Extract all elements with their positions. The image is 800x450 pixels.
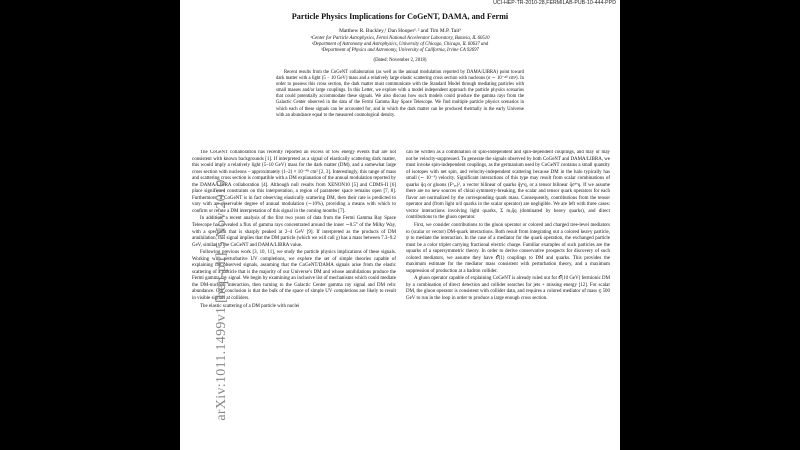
body-paragraph: A gluon operator capable of explaining CoGeNT is already ruled out for 𝒪(10 GeV) fermionic DM by a combination of direct detection and collider searches for jets + missing energy [12]. For scalar DM, the gluon operator is consistent with collider data, and requires a colored mediator of mass ≲ 500 GeV to run in the loop in order to produce a large enough cross section. bbox=[406, 276, 610, 302]
body-paragraph: The CoGeNT collaboration has recently reported an excess of low energy events that are not consistent with known backgrounds [1]. If interpreted as a signal of elastically scattering dark matter, this would imply a relatively light (5–10 GeV) mass for the dark matter (DM), and a somewhat large cross section with nucleons – approximately (1–2) × 10⁻⁴⁰ cm² [2, 3]. Interestingly, this range of mass and scattering cross section is compatible with a DM explanation of the annual modulation reported by the DAMA/LIBRA collaboration [4]. Although null results from XENON10 [5] and CDMS-II [6] place significant constraints on this interpretation, a region of parameter space remains open [7, 8]. Furthermore, if CoGeNT is in fact observing elastically scattering DM, then their rate is predicted to vary with an observable degree of annual modulation (∼10%), providing a means with which to confirm or refute a DM interpretation of this signal in the coming months [7]. bbox=[192, 150, 396, 214]
date-line: (Dated: November 2, 2018) bbox=[373, 58, 427, 63]
body-paragraph: The elastic scattering of a DM particle with nuclei bbox=[200, 303, 300, 309]
body-paragraph: can be written as a combination of spin-independent and spin-dependent couplings, and may or may not be velocity-suppressed. To generate the signals observed by both CoGeNT and DAMA/LIBRA, we must invoke spin-independent couplings, as the germanium used by CoGeNT contains a small quantity of isotopes with net spin, and velocity-independent scattering because DM in the halo typically has small (∼ 10⁻³) velocity. Significant interactions of this type may result from scalar combinations of quarks q̄q or gluons (Fᵃᵤᵥ)², a vector bilinear of quarks q̄γᵘq, or a tensor bilinear q̄σᵘᵛq. If we assume there are no new sources of chiral symmetry-breaking, the scalar and tensor quark operators for each flavor are normalized by the corresponding quark mass. Consequently, contributions from the tensor operator and (from light u/d quarks in the scalar operator) are negligible. We are left with three cases: vector interactions involving light quarks, Σ mₐq̄q (dominated by heavy quarks), and direct contributions to the gluon operator. bbox=[406, 150, 610, 221]
paper-title: Particle Physics Implications for CoGeNT, DAMA, and Fermi bbox=[291, 12, 509, 21]
paper-page bbox=[180, 0, 620, 450]
body-paragraph: In addition, a recent analysis of the first two years of data from the Fermi Gamma Ray Space Telescope has revealed a flux of gamma rays concentrated around the inner ∼0.5° of the Milky Way, with a spectrum that is sharply peaked at 2–4 GeV [9]. If interpreted as the products of DM annihilation, this signal implies that the DM particle (which we will call χ) has a mass between 7.3–9.2 GeV, similar to the CoGeNT and DAMA/LIBRA value. bbox=[192, 216, 396, 248]
arxiv-stamp: arXiv:1011.1499v1 [hep-ph] 5 Nov 2010 bbox=[214, 179, 229, 421]
right-column bbox=[406, 150, 610, 450]
body-paragraph: Following previous work [3, 10, 11], we study the particle physics implications of these signals. Working with perturbative UV completions, we explore the set of simple theories capable of explaining the observed signals, assuming that the CoGeNT/DAMA signals arise from the elastic scattering of a particle that is the majority of our Universe’s DM and whose annihilations produce the Fermi gamma ray signal. We begin by examining an inclusive list of mechanisms which could mediate the DM-nucleon interaction, then turning to the Galactic Center gamma ray signal and DM relic abundance. Our conclusion is that the bulk of the space of simple UV completions are likely to result in visible signals at colliders. bbox=[192, 250, 396, 302]
affiliation-line: ³Department of Physics and Astronomy, University of California, Irvine CA 92697 bbox=[321, 48, 479, 54]
affiliations bbox=[180, 36, 620, 55]
abstract: Recent results from the CoGeNT collaboration (as well as the annual modulation reported by DAMA/LIBRA) point toward dark matter with a light (5 − 10 GeV) mass and a relatively large elastic scattering cross section with nucleons (σ ∼ 10⁻⁴⁰ cm²). In order to possess this cross section, the dark matter must communicate with the Standard Model through mediating particles with small masses and/or large couplings. In this Letter, we explore with a model independent approach the particle physics scenarios that could potentially accommodate these signals. We also discuss how such models could produce the gamma rays from the Galactic Center observed in the data of the Fermi Gamma Ray Space Telescope. We find multiple particle physics scenarios in which each of these signals can be accounted for, and in which the dark matter can be produced thermally in the early Universe with an abundance equal to the measured cosmological density. bbox=[276, 70, 524, 118]
body-paragraph: First, we consider contributions to the gluon operator or colored and charged tree-level mediators to (scalar or vector) DM-quark interactions. Both result from integrating out a colored heavy particle, ψ to mediate the interaction. In the case of a mediator for the quark operation, the exchanged particle must be a color triplet carrying fractional electric charge. Familiar examples of such particles are the squarks of a supersymmetric theory. In order to derive conservative prospects for discovery of such colored mediators, we assume they have 𝒪(1) couplings to DM and quarks. This provides the maximum estimate for the mediator mass consistent with perturbation theory, and a maximum suppression of production at a hadron collider. bbox=[406, 223, 610, 274]
author-list: Matthew R. Buckley,¹ Dan Hooper¹˒² and Tim M.P. Tait³ bbox=[339, 28, 461, 34]
affiliation-line: ²Department of Astronomy and Astrophysics, University of Chicago, Chicago, IL 60637 and bbox=[311, 42, 489, 48]
preprint-number: UCI-HEP-TR-2010-28,FERMILAB-PUB-10-444-PPD bbox=[493, 0, 616, 6]
affiliation-line: ¹Center for Particle Astrophysics, Fermi National Accelerator Laboratory, Batavia, IL 60510 bbox=[310, 36, 490, 41]
